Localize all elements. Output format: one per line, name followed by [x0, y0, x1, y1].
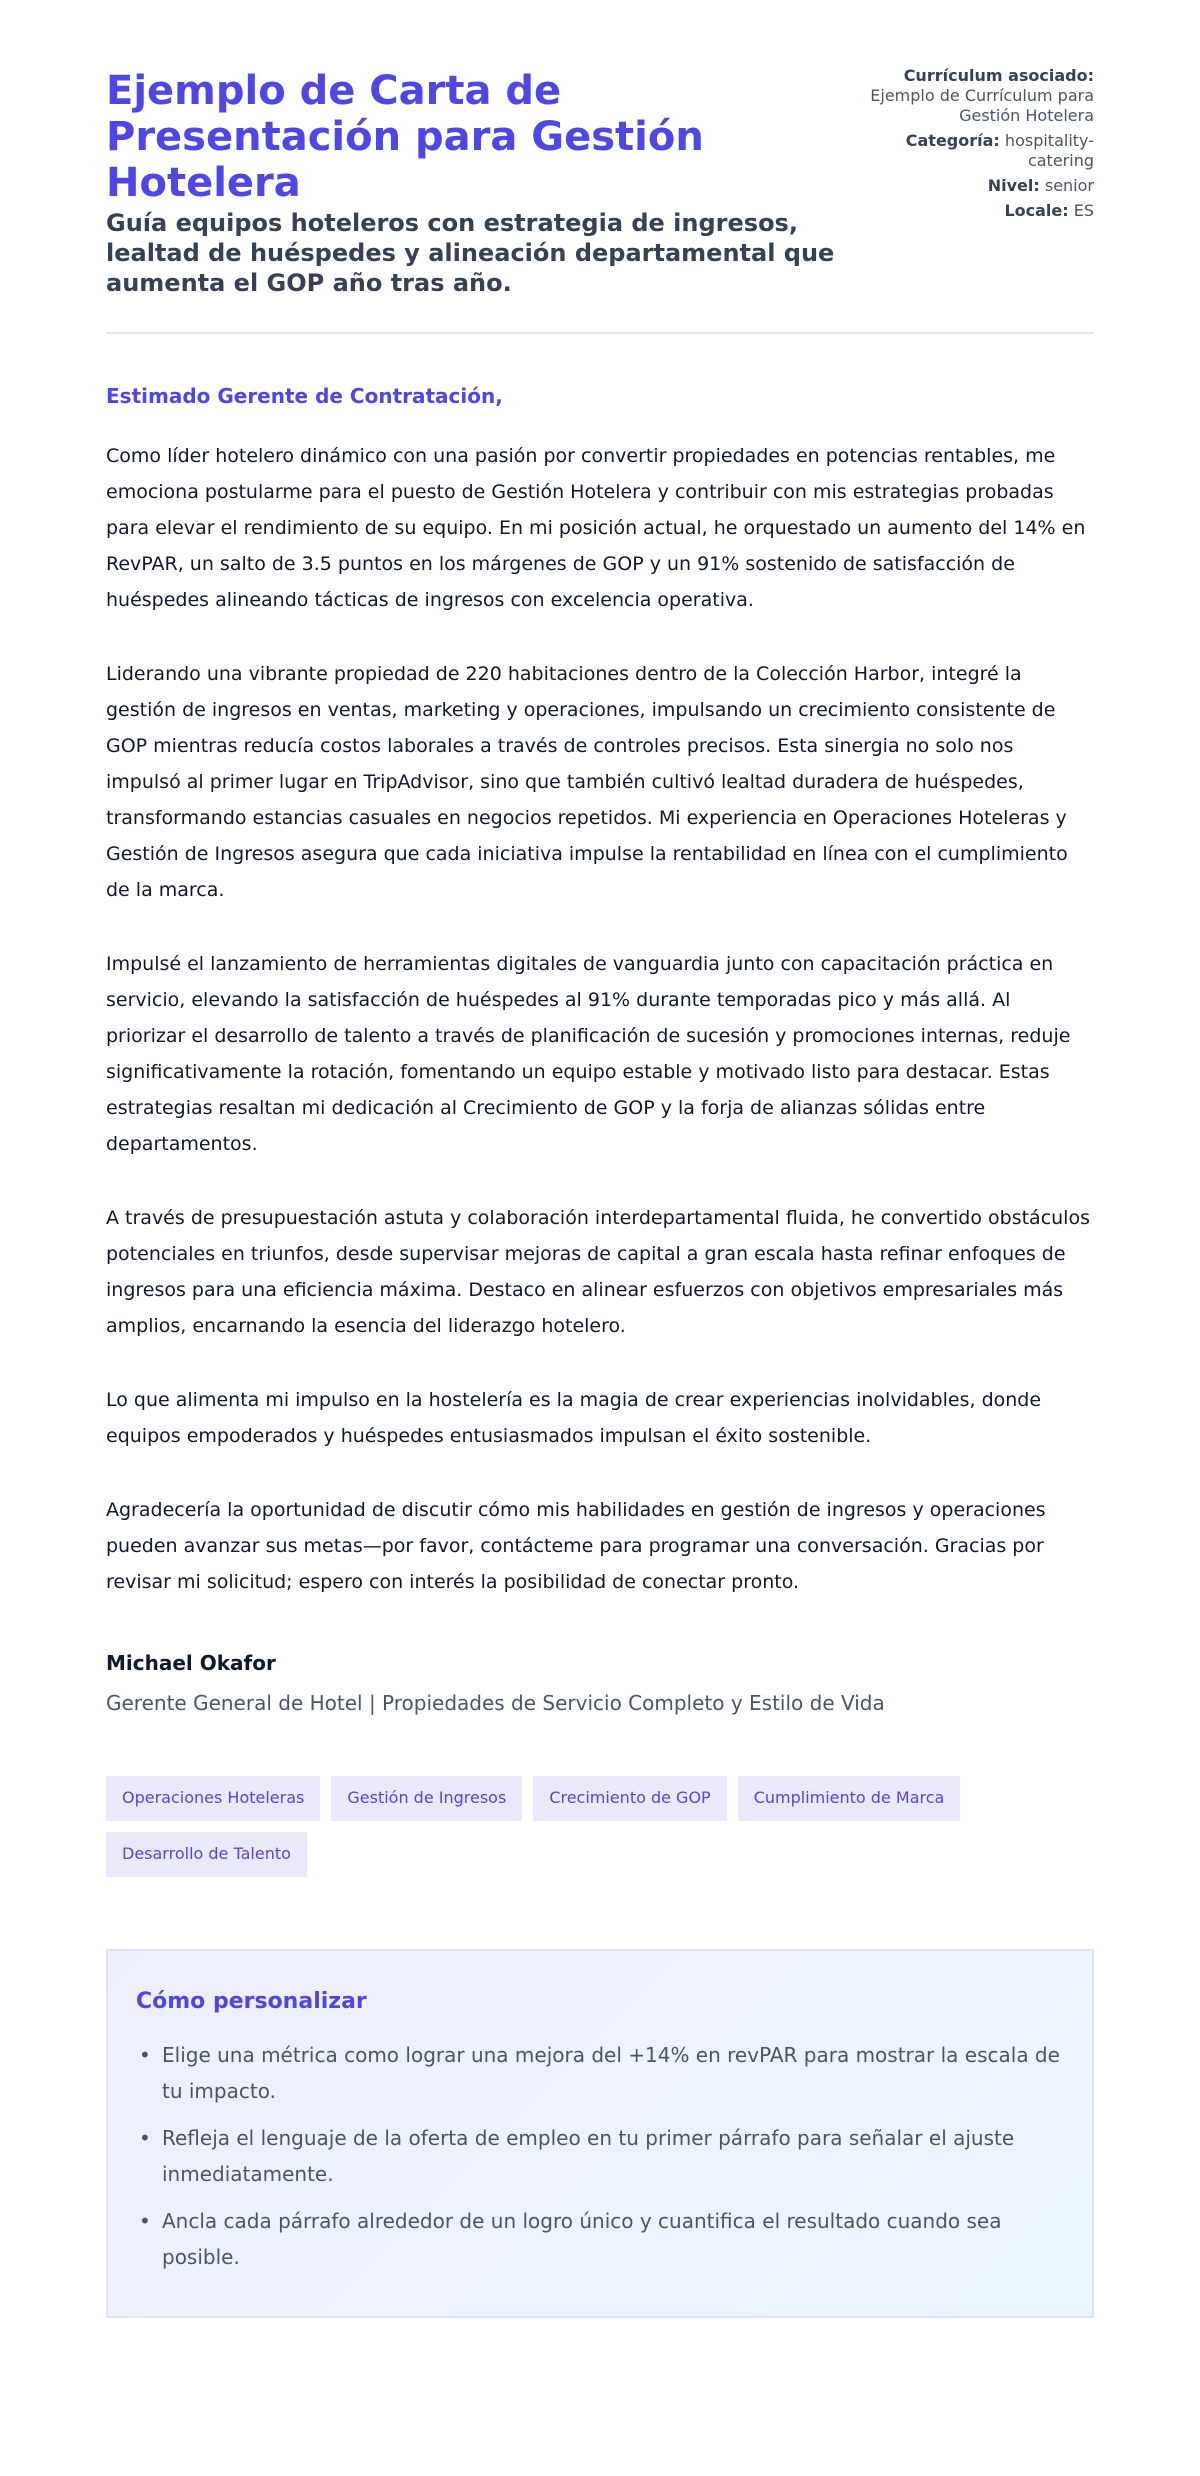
meta-locale	[854, 201, 1094, 221]
meta-associated-resume	[854, 66, 1094, 126]
salutation: Estimado Gerente de Contratación,	[106, 384, 503, 408]
page-header	[106, 66, 1094, 334]
letter-paragraph: Agradecería la oportunidad de discutir cómo mis habilidades en gestión de ingresos y operaciones pueden avanzar sus metas—por favor, contácteme para programar una conversación. Gracias por revisar mi solicitud; espero con interés la posibilidad de conectar pronto.	[106, 1499, 1046, 1593]
skill-tags	[106, 1776, 1066, 1877]
skill-tag: Crecimiento de GOP	[533, 1776, 726, 1821]
meta-panel	[854, 66, 1094, 226]
tips-list	[136, 2037, 1064, 2275]
tip-item	[136, 2120, 1064, 2192]
meta-value: ES	[1073, 201, 1094, 220]
tip-item	[136, 2203, 1064, 2275]
skill-tag: Operaciones Hoteleras	[106, 1776, 320, 1821]
letter-paragraph: Lo que alimenta mi impulso en la hostelería es la magia de crear experiencias inolvidables, donde equipos empoderados y huéspedes entusiasmados impulsan el éxito sostenible.	[106, 1389, 1042, 1447]
bullet-icon: •	[139, 2126, 151, 2150]
meta-label: Nivel:	[987, 176, 1040, 195]
tip-item	[136, 2037, 1064, 2109]
letter-paragraph: Como líder hotelero dinámico con una pasión por convertir propiedades en potencias rentables, me emociona postularme para el puesto de Gestión Hotelera y contribuir con mis estrategias probadas para elevar el rendimiento de su equipo. En mi posición actual, he orquestado un aumento del 14% en RevPAR, un salto de 3.5 puntos en los márgenes de GOP y un 91% sostenido de satisfacción de huéspedes alineando tácticas de ingresos con excelencia operativa.	[106, 445, 1086, 611]
signature-title: Gerente General de Hotel | Propiedades de Servicio Completo y Estilo de Vida	[106, 1691, 885, 1715]
customization-tips-box	[106, 1949, 1094, 2318]
bullet-icon: •	[139, 2043, 151, 2067]
letter-paragraph: Impulsé el lanzamiento de herramientas digitales de vanguardia junto con capacitación práctica en servicio, elevando la satisfacción de huéspedes al 91% durante temporadas pico y más allá. Al priorizar el desarrollo de talento a través de planificación de sucesión y promociones internas, reduje significativamente la rotación, fomentando un equipo estable y motivado listo para destacar. Estas estrategias resaltan mi dedicación al Crecimiento de GOP y la forja de alianzas sólidas entre departamentos.	[106, 953, 1071, 1155]
skill-tag: Gestión de Ingresos	[331, 1776, 522, 1821]
meta-label: Categoría:	[905, 131, 1000, 150]
tips-title: Cómo personalizar	[136, 1989, 367, 2014]
meta-label: Locale:	[1004, 201, 1069, 220]
meta-value: Ejemplo de Currículum para Gestión Hotelera	[870, 86, 1094, 125]
signature-block	[106, 1648, 1094, 1718]
tip-text: Ancla cada párrafo alrededor de un logro único y cuantifica el resultado cuando sea posible.	[162, 2209, 1002, 2269]
letter-paragraph: A través de presupuestación astuta y colaboración interdepartamental fluida, he convertido obstáculos potenciales en triunfos, desde supervisar mejoras de capital a gran escala hasta refinar enfoques de ingresos para una eficiencia máxima. Destaco en alinear esfuerzos con objetivos empresariales más amplios, encarnando la esencia del liderazgo hotelero.	[106, 1207, 1090, 1337]
signature-name: Michael Okafor	[106, 1651, 276, 1675]
meta-category	[854, 131, 1094, 171]
tip-text: Elige una métrica como lograr una mejora del +14% en revPAR para mostrar la escala de tu impacto.	[162, 2043, 1060, 2103]
meta-value: hospitality-catering	[1004, 131, 1094, 170]
skill-tag: Cumplimiento de Marca	[738, 1776, 961, 1821]
letter-paragraph: Liderando una vibrante propiedad de 220 habitaciones dentro de la Colección Harbor, integré la gestión de ingresos en ventas, marketing y operaciones, impulsando un crecimiento consistente de GOP mientras reducía costos laborales a través de controles precisos. Esta sinergia no solo nos impulsó al primer lugar en TripAdvisor, sino que también cultivó lealtad duradera de huéspedes, transformando estancias casuales en negocios repetidos. Mi experiencia en Operaciones Hoteleras y Gestión de Ingresos asegura que cada iniciativa impulse la rentabilidad en línea con el cumplimiento de la marca.	[106, 663, 1068, 901]
header-titles	[106, 66, 835, 298]
tip-text: Refleja el lenguaje de la oferta de empleo en tu primer párrafo para señalar el ajuste inmediatamente.	[162, 2126, 1015, 2186]
page-title: Ejemplo de Carta de Presentación para Gestión Hotelera	[106, 68, 704, 206]
page-subtitle: Guía equipos hoteleros con estrategia de ingresos, lealtad de huéspedes y alineación departamental que aumenta el GOP año tras año.	[106, 209, 835, 297]
letter-body	[106, 438, 1094, 1600]
meta-label: Currículum asociado:	[903, 66, 1094, 85]
meta-value: senior	[1044, 176, 1094, 195]
skill-tag: Desarrollo de Talento	[106, 1832, 307, 1877]
bullet-icon: •	[139, 2209, 151, 2233]
meta-level	[854, 176, 1094, 196]
